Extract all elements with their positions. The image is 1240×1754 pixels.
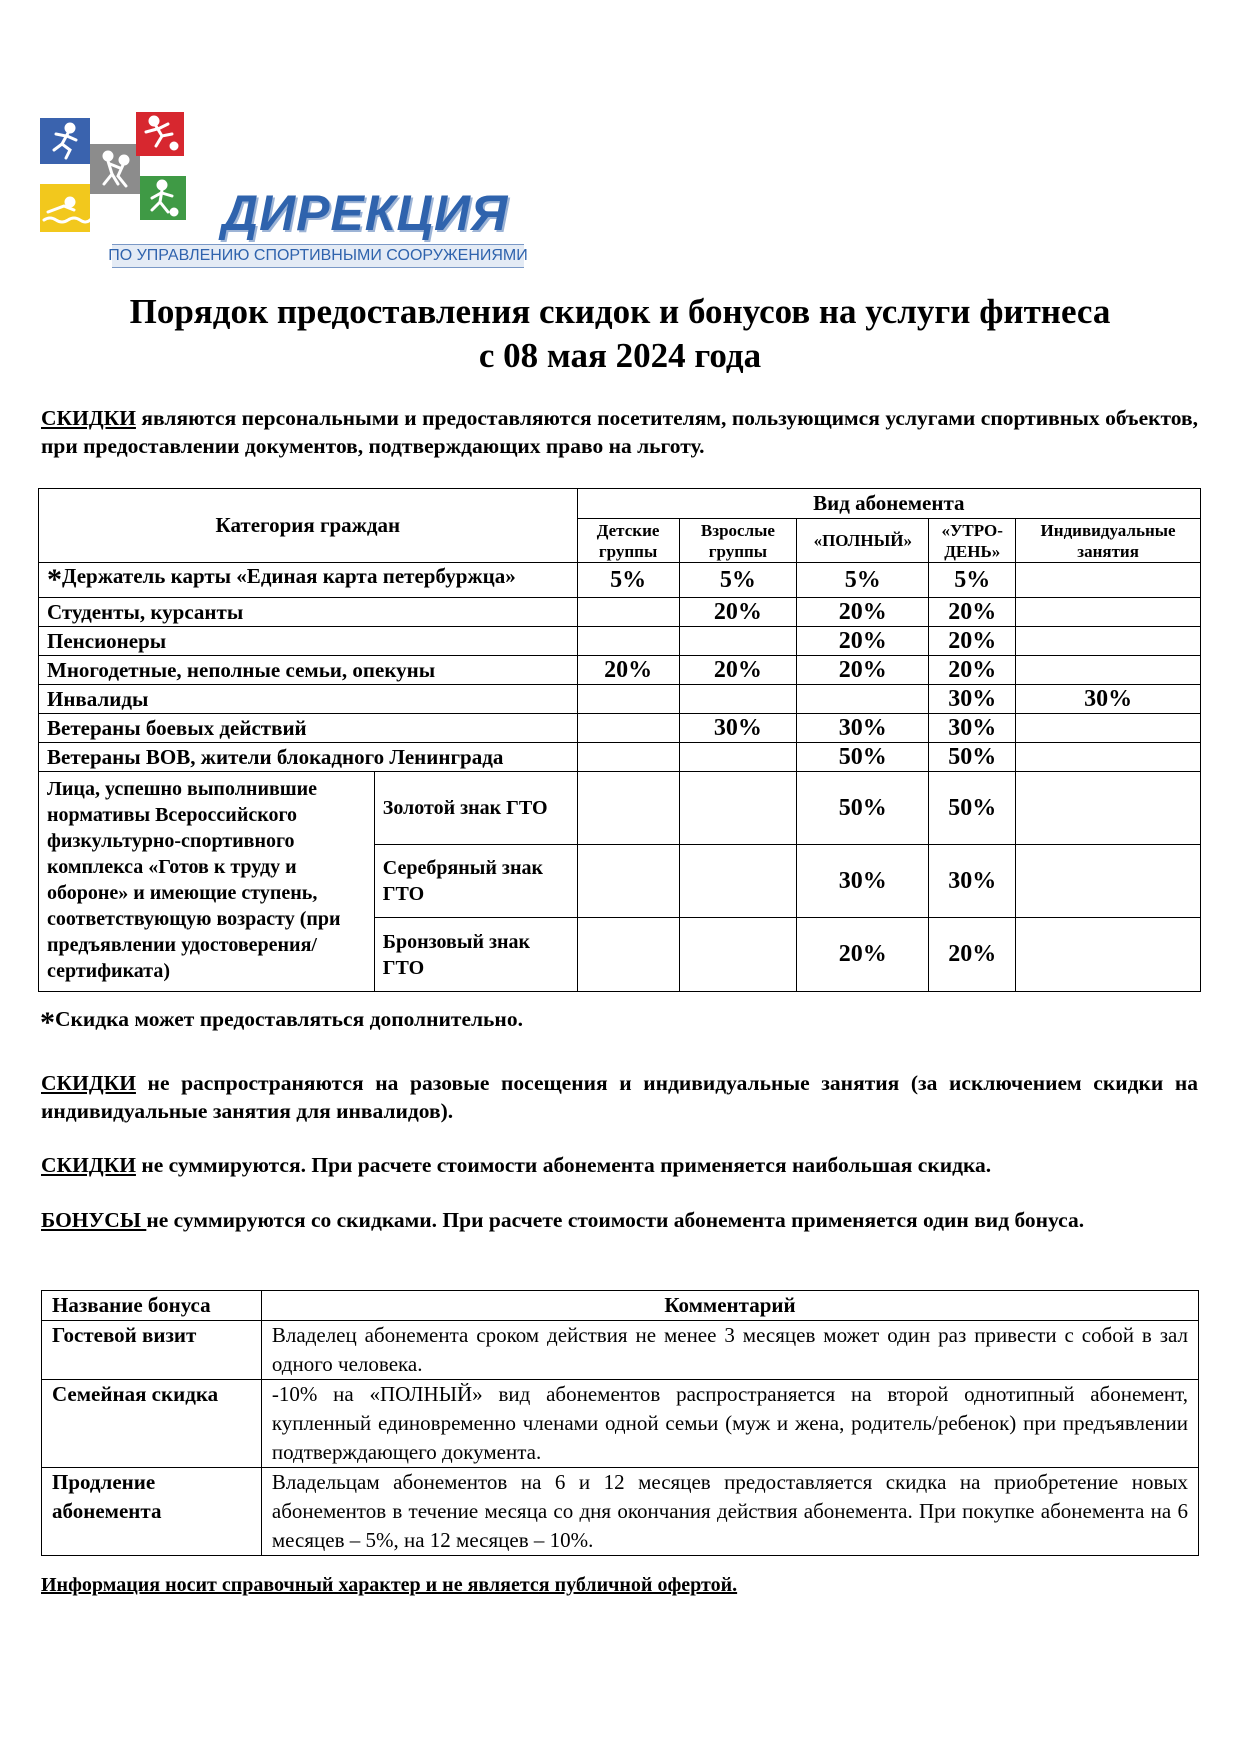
row-label: Ветераны ВОВ, жители блокадного Ленинграда xyxy=(39,743,578,772)
col-header-adults: Взрослые группы xyxy=(679,519,797,563)
table-row xyxy=(39,714,1201,743)
intro-paragraph xyxy=(41,404,1198,460)
cell-value xyxy=(679,845,797,918)
cell-value: 20% xyxy=(929,656,1016,685)
footnote-text: Скидка может предоставляться дополнительно. xyxy=(55,1007,523,1031)
table-row xyxy=(39,598,1201,627)
cell-value: 5% xyxy=(679,563,797,598)
bonus-header-name: Название бонуса xyxy=(42,1291,262,1321)
footnote xyxy=(40,1006,523,1040)
header-category: Категория граждан xyxy=(39,489,578,563)
cell-value xyxy=(577,918,679,992)
cell-value: 20% xyxy=(929,598,1016,627)
col-header-morning-day: «УТРО-ДЕНЬ» xyxy=(929,519,1016,563)
cell-value: 20% xyxy=(797,627,929,656)
page-title: Порядок предоставления скидок и бонусов на услуги фитнеса xyxy=(129,292,1111,331)
cell-value: 5% xyxy=(577,563,679,598)
cell-value: 20% xyxy=(929,627,1016,656)
table-row xyxy=(39,685,1201,714)
cell-value xyxy=(679,685,797,714)
gto-bronze-label: Бронзовый знак ГТО xyxy=(374,918,577,992)
cell-value xyxy=(1016,598,1201,627)
gto-category-label: Лица, успешно выполнившие нормативы Всероссийского физкультурно-спортивного комплекса «Готов к труду и обороне» и имеющие ступень, соответствующую возрасту (при предъявлении удостоверения/сертификата) xyxy=(39,772,375,992)
cell-value xyxy=(1016,845,1201,918)
rule-keyword: СКИДКИ xyxy=(41,1153,136,1177)
intro-text: являются персональными и предоставляются посетителям, пользующимся услугами спортивных объектов, при предоставлении документов, подтверждающих право на льготу. xyxy=(41,406,1198,458)
col-header-full: «ПОЛНЫЙ» xyxy=(797,519,929,563)
row-label: Держатель карты «Единая карта петербуржца» xyxy=(62,564,516,588)
rule-paragraph xyxy=(41,1206,1198,1234)
cell-value: 20% xyxy=(929,918,1016,992)
cell-value xyxy=(679,627,797,656)
col-header-kids: Детские группы xyxy=(577,519,679,563)
table-row xyxy=(42,1468,1199,1556)
rule-paragraph xyxy=(41,1151,1198,1179)
row-label: Многодетные, неполные семьи, опекуны xyxy=(39,656,578,685)
cell-value: 20% xyxy=(797,918,929,992)
cell-value: 50% xyxy=(929,743,1016,772)
cell-value: 20% xyxy=(797,598,929,627)
cell-value xyxy=(577,714,679,743)
bonus-comment: -10% на «ПОЛНЫЙ» вид абонементов распространяется на второй однотипный абонемент, купленный единовременно членами одной семьи (муж и жена, родитель/ребенок) при предъявлении подтверждающего документа. xyxy=(261,1380,1198,1468)
cell-value xyxy=(797,685,929,714)
row-label: Ветераны боевых действий xyxy=(39,714,578,743)
row-label: Инвалиды xyxy=(39,685,578,714)
rule-keyword: СКИДКИ xyxy=(41,1071,136,1095)
table-row xyxy=(39,627,1201,656)
footnote-star: * xyxy=(40,1006,55,1039)
footnote-star: * xyxy=(47,563,62,596)
rule-paragraph xyxy=(41,1069,1198,1125)
cell-value xyxy=(1016,714,1201,743)
cell-value: 30% xyxy=(797,714,929,743)
cell-value: 30% xyxy=(929,845,1016,918)
cell-value: 20% xyxy=(679,598,797,627)
rule-keyword: БОНУСЫ xyxy=(41,1208,147,1232)
bonus-name: Семейная скидка xyxy=(42,1380,262,1468)
cell-value: 30% xyxy=(929,714,1016,743)
cell-value xyxy=(577,685,679,714)
row-label: Пенсионеры xyxy=(39,627,578,656)
bonus-comment: Владелец абонемента сроком действия не менее 3 месяцев может один раз привести с собой в зал одного человека. xyxy=(261,1321,1198,1380)
cell-value: 20% xyxy=(679,656,797,685)
cell-value xyxy=(577,627,679,656)
discount-table xyxy=(38,488,1201,992)
page-subtitle-date: с 08 мая 2024 года xyxy=(478,336,762,375)
cell-value: 5% xyxy=(797,563,929,598)
gto-silver-label: Серебряный знак ГТО xyxy=(374,845,577,918)
cell-value xyxy=(679,772,797,845)
table-row xyxy=(39,563,1201,598)
cell-value xyxy=(1016,627,1201,656)
bonus-name: Продление абонемента xyxy=(42,1468,262,1556)
runner-icon xyxy=(40,118,90,164)
rule-text: не суммируются со скидками. При расчете стоимости абонемента применяется один вид бонуса. xyxy=(146,1208,1085,1232)
disclaimer: Информация носит справочный характер и не является публичной офертой. xyxy=(41,1574,738,1596)
cell-value xyxy=(1016,563,1201,598)
bonus-header-comment: Комментарий xyxy=(261,1291,1198,1321)
cell-value: 5% xyxy=(929,563,1016,598)
cell-value: 50% xyxy=(797,743,929,772)
table-row xyxy=(42,1380,1199,1468)
judo-icon xyxy=(90,144,140,194)
cell-value xyxy=(1016,656,1201,685)
cell-value xyxy=(1016,772,1201,845)
table-row xyxy=(39,656,1201,685)
table-row xyxy=(39,743,1201,772)
header-subscription-type: Вид абонемента xyxy=(577,489,1200,519)
cell-value xyxy=(679,918,797,992)
footballer-icon xyxy=(136,112,184,156)
rule-text: не распространяются на разовые посещения и индивидуальные занятия (за исключением скидки на индивидуальные занятия для инвалидов). xyxy=(41,1071,1198,1123)
cell-value xyxy=(1016,743,1201,772)
cell-value xyxy=(577,845,679,918)
cell-value xyxy=(577,743,679,772)
cell-value: 50% xyxy=(929,772,1016,845)
cell-value xyxy=(1016,918,1201,992)
brand-name: ДИРЕКЦИЯ xyxy=(222,185,509,241)
cell-value: 30% xyxy=(797,845,929,918)
soccer-player-icon xyxy=(140,176,186,220)
cell-value xyxy=(577,598,679,627)
table-row xyxy=(39,772,1201,845)
cell-value: 30% xyxy=(1016,685,1201,714)
cell-value: 20% xyxy=(797,656,929,685)
cell-value: 30% xyxy=(679,714,797,743)
cell-value: 30% xyxy=(929,685,1016,714)
cell-value xyxy=(679,743,797,772)
table-row xyxy=(42,1321,1199,1380)
bonus-comment: Владельцам абонементов на 6 и 12 месяцев предоставляется скидка на приобретение новых абонементов в течение месяца со дня окончания действия абонемента. При покупке абонемента на 6 месяцев – 5%, на 12 месяцев – 10%. xyxy=(261,1468,1198,1556)
col-header-individual: Индивидуальные занятия xyxy=(1016,519,1201,563)
bonus-table xyxy=(41,1290,1199,1556)
bonus-name: Гостевой визит xyxy=(42,1321,262,1380)
intro-keyword: СКИДКИ xyxy=(41,406,136,430)
gto-gold-label: Золотой знак ГТО xyxy=(374,772,577,845)
row-label: Студенты, курсанты xyxy=(39,598,578,627)
cell-value: 50% xyxy=(797,772,929,845)
cell-value xyxy=(577,772,679,845)
rule-text: не суммируются. При расчете стоимости абонемента применяется наибольшая скидка. xyxy=(135,1153,992,1177)
swimmer-icon xyxy=(40,184,90,232)
cell-value: 20% xyxy=(577,656,679,685)
brand-subtitle: ПО УПРАВЛЕНИЮ СПОРТИВНЫМИ СООРУЖЕНИЯМИ xyxy=(112,244,524,268)
